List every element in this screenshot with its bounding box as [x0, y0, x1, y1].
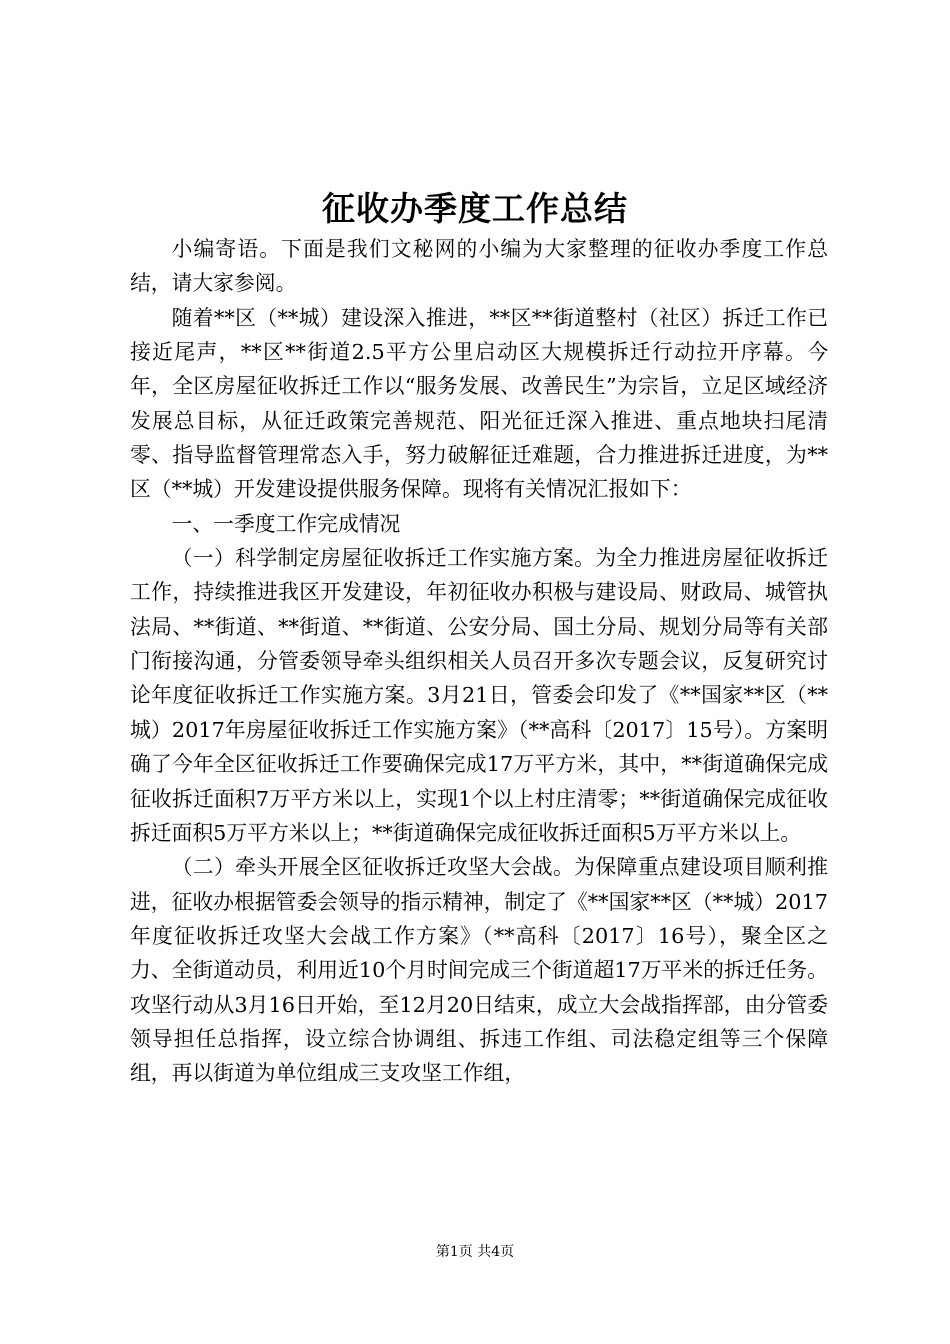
- paragraph-item-1: （一）科学制定房屋征收拆迁工作实施方案。为全力推进房屋征收拆迁工作，持续推进我区开发建设，年初征收办积极与建设局、财政局、城管执法局、**街道、**街道、**街道、公安分局、国土分局、规划分局等有关部门衔接沟通，分管委领导牵头组织相关人员召开多次专题会议，反复研究讨论年度征收拆迁工作实施方案。3月21日，管委会印发了《**国家**区（**城）2017年房屋征收拆迁工作实施方案》（**高科〔2017〕15号）。方案明确了今年全区征收拆迁工作要确保完成17万平方米，其中，**街道确保完成征收拆迁面积7万平方米以上，实现1个以上村庄清零；**街道确保完成征收拆迁面积5万平方米以上；**街道确保完成征收拆迁面积5万平方米以上。: [130, 546, 828, 845]
- paragraph-background: 随着**区（**城）建设深入推进，**区**街道整村（社区）拆迁工作已接近尾声，**区**街道2.5平方公里启动区大规模拆迁行动拉开序幕。今年，全区房屋征收拆迁工作以“服务发展、改善民生”为宗旨，立足区域经济发展总目标，从征迁政策完善规范、阳光征迁深入推进、重点地块扫尾清零、指导监督管理常态入手，努力破解征迁难题，合力推进拆迁进度，为**区（**城）开发建设提供服务保障。现将有关情况汇报如下：: [130, 305, 828, 502]
- section-heading: 一、一季度工作完成情况: [171, 511, 401, 536]
- paragraph-intro: 小编寄语。下面是我们文秘网的小编为大家整理的征收办季度工作总结，请大家参阅。: [130, 237, 828, 296]
- document-body: [130, 232, 828, 1091]
- paragraph-item-2: （二）牵头开展全区征收拆迁攻坚大会战。为保障重点建设项目顺利推进，征收办根据管委会领导的指示精神，制定了《**国家**区（**城）2017年度征收拆迁攻坚大会战工作方案》（**高科〔2017〕16号），聚全区之力、全街道动员，利用近10个月时间完成三个街道超17万平米的拆迁任务。攻坚行动从3月16日开始，至12月20日结束，成立大会战指挥部，由分管委领导担任总指挥，设立综合协调组、拆违工作组、司法稳定组等三个保障组，再以街道为单位组成三支攻坚工作组，: [130, 855, 828, 1086]
- document-title: 征收办季度工作总结: [322, 189, 628, 228]
- page-number-footer: 第1页 共4页: [435, 1244, 515, 1260]
